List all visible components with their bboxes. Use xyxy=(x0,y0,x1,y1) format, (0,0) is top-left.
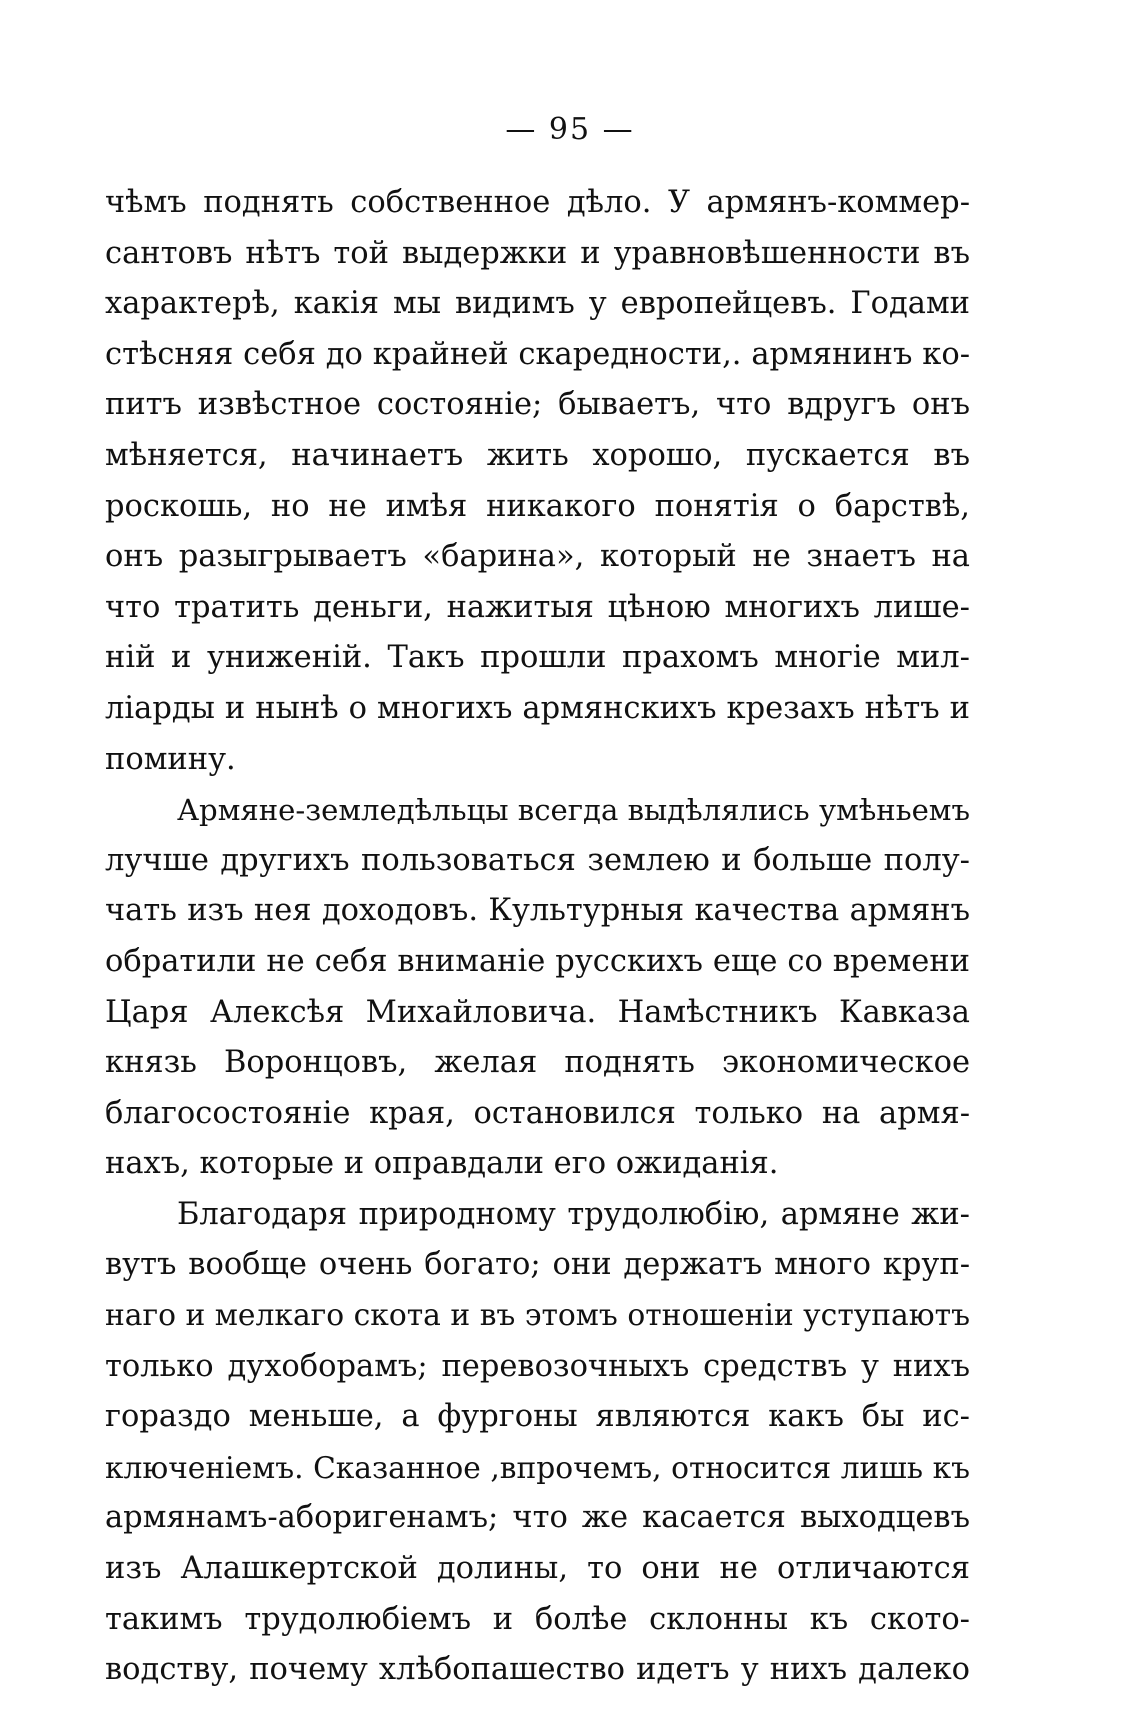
paragraph-3 xyxy=(105,1190,970,1696)
text-line: сантовъ нѣтъ той выдержки и уравновѣшенности въ xyxy=(105,235,970,271)
text-line: Царя Алексѣя Михайловича. Намѣстникъ Кавказа xyxy=(105,994,970,1030)
text-line: ключеніемъ. Сказанное ,впрочемъ, относится лишь къ xyxy=(105,1449,970,1485)
text-line: питъ извѣстное состояніе; бываетъ, что вдругъ онъ xyxy=(105,387,970,423)
text-line: князь Воронцовъ, желая поднять экономическое xyxy=(105,1045,970,1081)
text-line: ліарды и нынѣ о многихъ армянскихъ крезахъ нѣтъ и xyxy=(105,690,970,726)
text-line: Армяне-земледѣльцы всегда выдѣлялись умѣньемъ xyxy=(177,793,970,828)
text-line: что тратить деньги, нажитыя цѣною многихъ лише- xyxy=(105,589,970,625)
text-line: армянамъ-аборигенамъ; что же касается выходцевъ xyxy=(105,1500,970,1536)
text-line: мѣняется, начинаетъ жить хорошо, пускается въ xyxy=(105,437,970,473)
text-line: стѣсняя себя до крайней скаредности,. армянинъ ко- xyxy=(105,336,970,372)
body-text xyxy=(105,178,970,1696)
text-line: Благодаря природному трудолюбію, армяне жи- xyxy=(177,1196,970,1232)
text-line: вутъ вообще очень богато; они держатъ много круп- xyxy=(105,1247,970,1283)
text-line: ній и униженій. Такъ прошли прахомъ многіе мил- xyxy=(105,640,970,676)
page-number: — 95 — xyxy=(505,112,635,147)
text-line: такимъ трудолюбіемъ и болѣе склонны къ ското- xyxy=(105,1601,970,1637)
text-line: нахъ, которые и оправдали его ожиданія. xyxy=(105,1146,779,1182)
text-line: чать изъ нея доходовъ. Культурныя качества армянъ xyxy=(105,893,970,929)
text-line: обратили не себя вниманіе русскихъ еще со времени xyxy=(105,943,970,979)
text-line: только духоборамъ; перевозочныхъ средствъ у нихъ xyxy=(105,1348,970,1384)
text-line: характерѣ, какія мы видимъ у европейцевъ. Годами xyxy=(105,286,970,322)
text-line: чѣмъ поднять собственное дѣло. У армянъ-коммер- xyxy=(105,185,970,220)
text-line: благосостояніе края, остановился только на армя- xyxy=(105,1095,970,1131)
text-line: водству, почему хлѣбопашество идетъ у нихъ далеко xyxy=(105,1652,970,1688)
text-line: онъ разыгрываетъ «барина», который не знаетъ на xyxy=(105,539,970,575)
text-line: роскошь, но не имѣя никакого понятія о барствѣ, xyxy=(105,488,970,524)
text-line: гораздо меньше, а фургоны являются какъ бы ис- xyxy=(105,1399,970,1435)
text-line: наго и мелкаго скота и въ этомъ отношеніи уступаютъ xyxy=(105,1298,970,1334)
text-line: помину. xyxy=(105,741,236,777)
text-line: лучше другихъ пользоваться землею и больше полу- xyxy=(105,842,970,878)
text-line: изъ Алашкертской долины, то они не отличаются xyxy=(105,1551,970,1587)
paragraph-1 xyxy=(105,178,970,785)
paragraph-2 xyxy=(105,785,970,1190)
